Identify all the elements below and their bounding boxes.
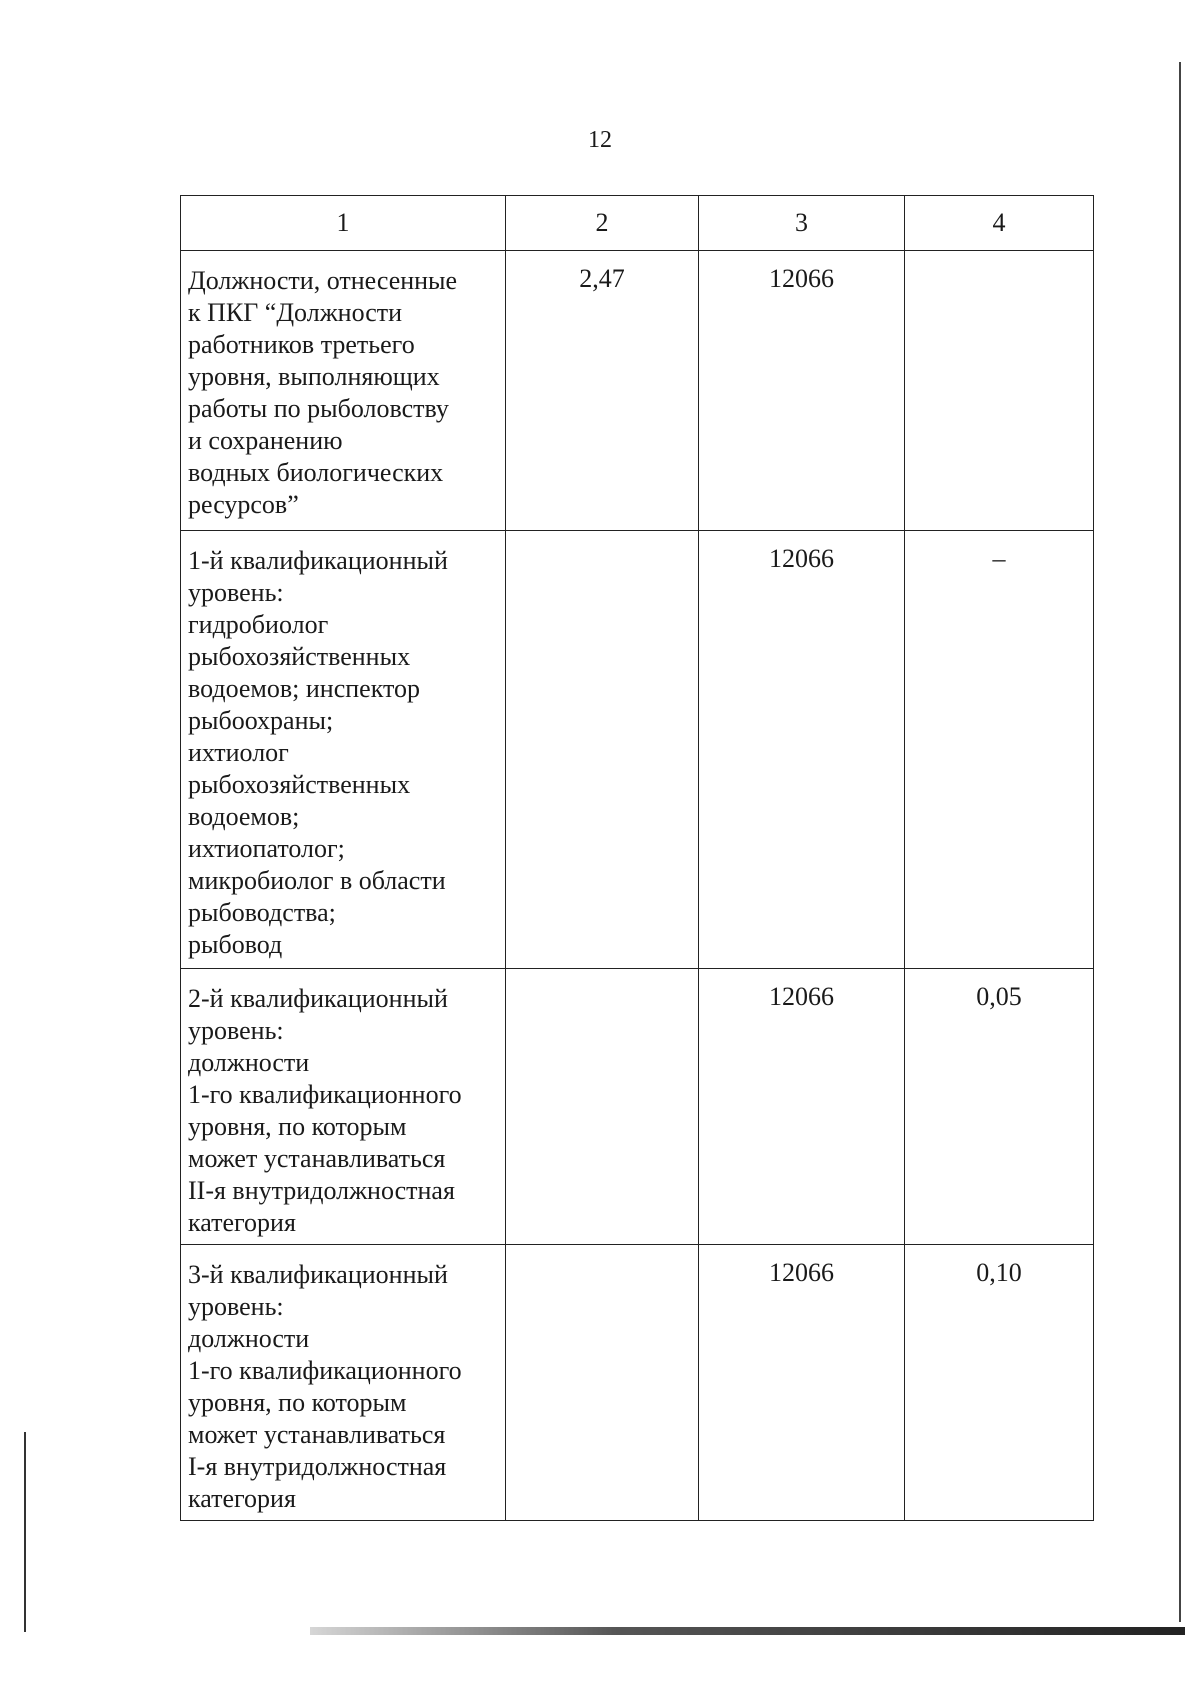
description-line: водоемов; xyxy=(188,802,300,831)
description-line: работы по рыболовству xyxy=(188,394,449,423)
header-cell-2: 2 xyxy=(506,196,699,251)
description-line: уровня, по которым xyxy=(188,1388,407,1417)
description-line: работников третьего xyxy=(188,330,415,359)
description-line: рыбовод xyxy=(188,930,283,959)
position-description-cell xyxy=(181,531,506,969)
description-line: 2-й квалификационный xyxy=(188,984,448,1013)
increment-cell: – xyxy=(905,531,1094,969)
coefficient-cell xyxy=(506,1245,699,1521)
description-line: ихтиолог xyxy=(188,738,289,767)
description-line: микробиолог в области xyxy=(188,866,446,895)
salary-cell: 12066 xyxy=(699,251,905,531)
salary-table xyxy=(180,195,1094,1521)
salary-cell: 12066 xyxy=(699,1245,905,1521)
description-line: уровень: xyxy=(188,1292,284,1321)
position-description-cell xyxy=(181,1245,506,1521)
description-line: I-я внутридолжностная xyxy=(188,1452,447,1481)
description-line: водоемов; инспектор xyxy=(188,674,421,703)
increment-cell xyxy=(905,251,1094,531)
description-line: рыбохозяйственных xyxy=(188,770,411,799)
salary-cell: 12066 xyxy=(699,531,905,969)
description-line: и сохранению xyxy=(188,426,343,455)
scan-edge-bottom xyxy=(310,1627,1185,1635)
scan-edge-left xyxy=(24,1432,26,1632)
description-line: 1-го квалификационного xyxy=(188,1080,462,1109)
position-description-cell xyxy=(181,969,506,1245)
table-row xyxy=(181,1245,1094,1521)
header-cell-3: 3 xyxy=(699,196,905,251)
description-line: должности xyxy=(188,1048,310,1077)
description-line: уровня, выполняющих xyxy=(188,362,440,391)
description-line: II-я внутридолжностная xyxy=(188,1176,455,1205)
description-line: к ПКГ “Должности xyxy=(188,298,403,327)
increment-cell: 0,10 xyxy=(905,1245,1094,1521)
description-line: ихтиопатолог; xyxy=(188,834,345,863)
description-line: уровень: xyxy=(188,578,284,607)
description-line: категория xyxy=(188,1484,296,1513)
description-line: водных биологических xyxy=(188,458,444,487)
increment-cell: 0,05 xyxy=(905,969,1094,1245)
header-cell-4: 4 xyxy=(905,196,1094,251)
table-row xyxy=(181,969,1094,1245)
salary-cell: 12066 xyxy=(699,969,905,1245)
table-row xyxy=(181,251,1094,531)
coefficient-cell xyxy=(506,531,699,969)
description-line: уровень: xyxy=(188,1016,284,1045)
description-line: гидробиолог xyxy=(188,610,329,639)
description-line: 1-й квалификационный xyxy=(188,546,448,575)
description-line: рыбоохраны; xyxy=(188,706,334,735)
scan-edge-right xyxy=(1179,62,1181,1622)
description-line: уровня, по которым xyxy=(188,1112,407,1141)
position-description-cell xyxy=(181,251,506,531)
description-line: категория xyxy=(188,1208,296,1237)
coefficient-cell xyxy=(506,969,699,1245)
header-cell-1: 1 xyxy=(181,196,506,251)
description-line: должности xyxy=(188,1324,310,1353)
table-row xyxy=(181,531,1094,969)
description-line: может устанавливаться xyxy=(188,1144,446,1173)
table-header-row xyxy=(181,196,1094,251)
description-line: рыбоводства; xyxy=(188,898,336,927)
description-line: Должности, отнесенные xyxy=(188,266,458,295)
description-line: рыбохозяйственных xyxy=(188,642,411,671)
description-line: 3-й квалификационный xyxy=(188,1260,448,1289)
description-line: может устанавливаться xyxy=(188,1420,446,1449)
description-line: ресурсов” xyxy=(188,490,299,519)
description-line: 1-го квалификационного xyxy=(188,1356,462,1385)
coefficient-cell: 2,47 xyxy=(506,251,699,531)
page-number: 12 xyxy=(588,127,612,153)
